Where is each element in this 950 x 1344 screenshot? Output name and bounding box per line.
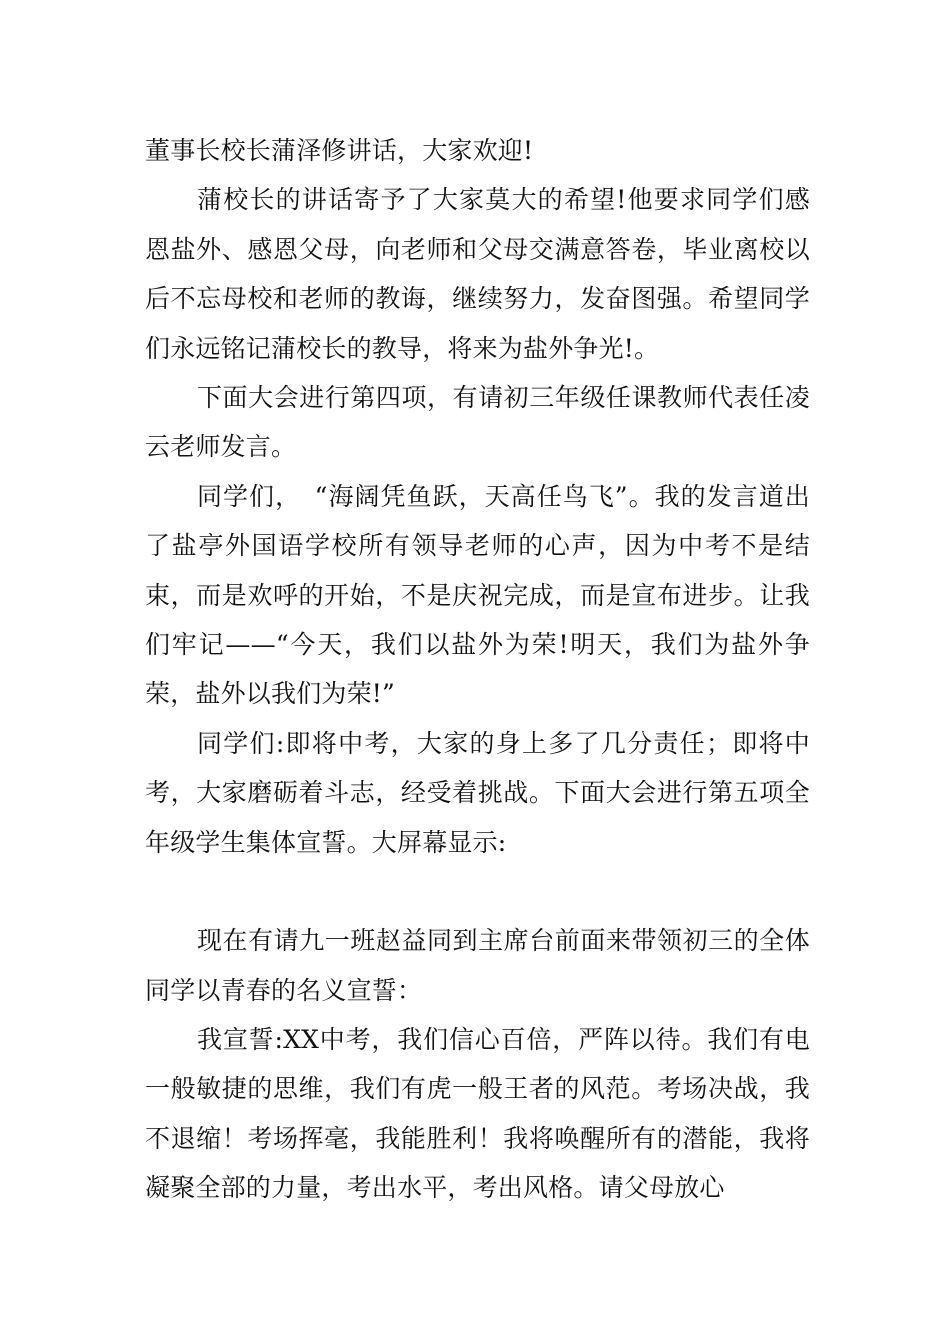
blank-line [145,867,810,916]
paragraph-6: 现在有请九一班赵益同到主席台前面来带领初三的全体同学以青春的名义宣誓： [145,926,810,1005]
paragraph-2: 蒲校长的讲话寄予了大家莫大的希望!他要求同学们感恩盐外、感恩父母，向老师和父母交满意答卷，毕业离校以后不忘母校和老师的教诲，继续努力，发奋图强。希望同学们永远铭记蒲校长的教导，将来为盐外争光!。 [145,185,810,363]
document-body [145,126,810,1213]
paragraph-3: 下面大会进行第四项，有请初三年级任课教师代表任凌云老师发言。 [145,383,810,462]
paragraph-4: 同学们， “海阔凭鱼跃，天高任鸟飞”。我的发言道出了盐亭外国语学校所有领导老师的心声，因为中考不是结束，而是欢呼的开始，不是庆祝完成，而是宣布进步。让我们牢记——“今天，我们以盐外为荣!明天，我们为盐外争荣，盐外以我们为荣!” [145,481,810,709]
paragraph-1: 董事长校长蒲泽修讲话，大家欢迎! [145,136,534,165]
paragraph-7: 我宣誓:XX中考，我们信心百倍，严阵以待。我们有电一般敏捷的思维，我们有虎一般王者的风范。考场决战，我不退缩！考场挥毫，我能胜利！我将唤醒所有的潜能，我将凝聚全部的力量，考出水平，考出风格。请父母放心 [145,1024,810,1203]
paragraph-5: 同学们:即将中考，大家的身上多了几分责任；即将中考，大家磨砺着斗志，经受着挑战。下面大会进行第五项全年级学生集体宣誓。大屏幕显示: [145,728,810,857]
